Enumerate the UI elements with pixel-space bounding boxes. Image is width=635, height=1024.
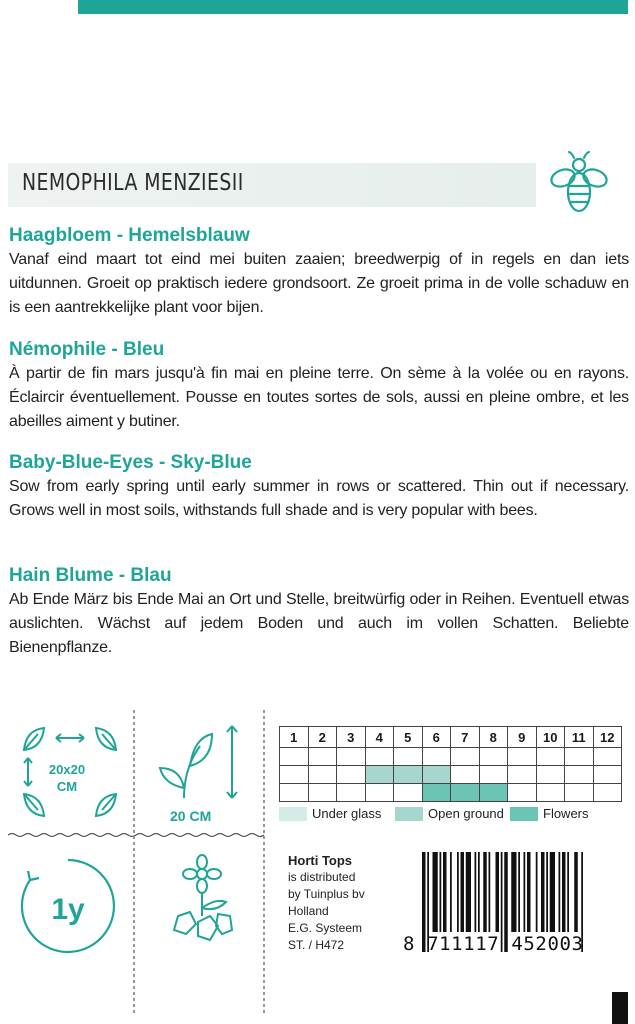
month-11: 11 xyxy=(565,727,594,748)
barcode-bar xyxy=(518,852,520,932)
distributor-line: Holland xyxy=(288,904,329,918)
cell xyxy=(536,766,565,784)
barcode-bar xyxy=(489,852,491,932)
cell xyxy=(479,748,508,766)
latin-name-title: NEMOPHILA MENZIESII xyxy=(22,170,244,196)
section-dutch xyxy=(9,224,629,320)
barcode-bar xyxy=(559,852,561,932)
month-3: 3 xyxy=(337,727,366,748)
barcode-bar xyxy=(574,852,578,932)
section-french xyxy=(9,338,629,434)
cell xyxy=(337,748,366,766)
cell xyxy=(508,766,537,784)
cell xyxy=(394,748,423,766)
section-body: Sow from early spring until early summer in rows or scattered. Thin out if necessary. Grows well in most soils, withstands full shade and is very popular with bees. xyxy=(9,478,629,519)
month-1: 1 xyxy=(280,727,309,748)
section-title: Baby-Blue-Eyes - Sky-Blue xyxy=(9,452,252,473)
cell-open-ground xyxy=(365,766,394,784)
cell-flowers xyxy=(422,784,451,802)
barcode-bar xyxy=(536,852,538,932)
barcode-bar xyxy=(440,852,442,932)
distributor-line: by Tuinplus bv xyxy=(288,887,365,901)
distributor-info xyxy=(288,852,365,954)
cell xyxy=(451,766,480,784)
legend-label: Flowers xyxy=(543,806,589,821)
cell-open-ground xyxy=(394,766,423,784)
legend-swatch xyxy=(510,807,538,821)
cell xyxy=(422,748,451,766)
legend-swatch xyxy=(279,807,307,821)
row-under-glass xyxy=(280,748,622,766)
row-open-ground xyxy=(280,766,622,784)
section-body: Vanaf eind maart tot eind mei buiten zaaien; breedwerpig of in regels en dan iets uitdunnen. Groeit op praktisch iedere grondsoort. Ze groeit prima in de volle schaduw en is een aantrekkelijke plant voor bijen. xyxy=(9,251,629,316)
barcode-bar xyxy=(475,852,477,932)
section-german xyxy=(9,564,629,660)
corner-mark xyxy=(612,992,628,1024)
legend-label: Open ground xyxy=(428,806,504,821)
cell xyxy=(337,784,366,802)
section-title: Hain Blume - Blau xyxy=(9,565,172,586)
calendar-header-row xyxy=(280,727,622,748)
month-9: 9 xyxy=(508,727,537,748)
barcode-bar xyxy=(546,852,548,932)
legend-open-ground xyxy=(395,806,504,821)
spacing-label-line2: CM xyxy=(56,779,78,794)
sowing-calendar xyxy=(279,726,622,802)
cell xyxy=(394,784,423,802)
wavy-divider xyxy=(8,832,264,838)
barcode-bar xyxy=(527,852,531,932)
barcode-bar xyxy=(433,852,438,932)
month-5: 5 xyxy=(394,727,423,748)
barcode-bar xyxy=(466,852,471,932)
month-7: 7 xyxy=(451,727,480,748)
vertical-divider xyxy=(263,710,265,1015)
month-8: 8 xyxy=(479,727,508,748)
brand-name: Horti Tops xyxy=(288,853,353,868)
lifecycle-label: 1y xyxy=(51,893,85,926)
distributor-line: E.G. Systeem xyxy=(288,921,363,935)
month-2: 2 xyxy=(308,727,337,748)
barcode-bar xyxy=(567,852,569,932)
plant-height-icon xyxy=(150,718,250,808)
barcode-bar xyxy=(511,852,516,932)
top-accent-bar xyxy=(78,0,628,14)
barcode-bar xyxy=(562,852,566,932)
barcode-bar xyxy=(524,852,526,932)
barcode-bar xyxy=(450,852,452,932)
height-label: 20 CM xyxy=(170,808,212,824)
legend-under-glass xyxy=(279,806,381,821)
cell xyxy=(337,766,366,784)
cell xyxy=(308,784,337,802)
month-4: 4 xyxy=(365,727,394,748)
cell xyxy=(508,748,537,766)
cell xyxy=(308,748,337,766)
cell xyxy=(365,784,394,802)
month-6: 6 xyxy=(422,727,451,748)
legend-flowers xyxy=(510,806,589,821)
section-title: Némophile - Bleu xyxy=(9,339,165,360)
cell-flowers xyxy=(451,784,480,802)
barcode-digits: 8 711117 452003 xyxy=(403,933,584,955)
cell xyxy=(536,748,565,766)
barcode-bar xyxy=(541,852,545,932)
barcode-bar xyxy=(478,852,480,932)
row-flowers xyxy=(280,784,622,802)
barcode-bar xyxy=(457,852,459,932)
vertical-divider xyxy=(133,710,135,1015)
section-body: Ab Ende März bis Ende Mai an Ort und Stelle, breitwürfig oder in Reihen. Eventuell etwas auslichten. Wächst auf jedem Boden und auch im vollen Schatten. Beliebte Bienenpflanze. xyxy=(9,591,629,656)
section-english xyxy=(9,451,629,523)
flower-seeds-icon xyxy=(160,852,244,952)
legend-swatch xyxy=(395,807,423,821)
cell xyxy=(565,766,594,784)
cell xyxy=(593,748,622,766)
section-body: À partir de fin mars jusqu'à fin mai en pleine terre. On sème à la volée ou en rayons. Éclaircir éventuellement. Pousse en toutes sortes de sols, aussi en pleine ombre, et les abeilles aiment y butiner. xyxy=(9,365,629,430)
cell xyxy=(565,784,594,802)
cell-open-ground xyxy=(422,766,451,784)
bee-icon xyxy=(547,150,611,216)
spacing-label xyxy=(40,761,94,795)
section-title: Haagbloem - Hemelsblauw xyxy=(9,225,250,246)
cell xyxy=(280,766,309,784)
cell xyxy=(536,784,565,802)
cell xyxy=(280,748,309,766)
cell xyxy=(365,748,394,766)
cell xyxy=(508,784,537,802)
cell xyxy=(593,784,622,802)
month-10: 10 xyxy=(536,727,565,748)
legend-label: Under glass xyxy=(312,806,382,821)
barcode-bar xyxy=(483,852,487,932)
cell-flowers xyxy=(479,784,508,802)
barcode-bar xyxy=(461,852,465,932)
cell xyxy=(308,766,337,784)
barcode-bar xyxy=(496,852,500,932)
month-12: 12 xyxy=(593,727,622,748)
barcode-bar xyxy=(550,852,555,932)
cell xyxy=(565,748,594,766)
distributor-line: ST. / H472 xyxy=(288,938,345,952)
cell xyxy=(593,766,622,784)
barcode-bar xyxy=(443,852,447,932)
cell xyxy=(280,784,309,802)
cell xyxy=(479,766,508,784)
spacing-label-line1: 20x20 xyxy=(48,762,86,777)
distributor-line: is distributed xyxy=(288,870,356,884)
cell xyxy=(451,748,480,766)
